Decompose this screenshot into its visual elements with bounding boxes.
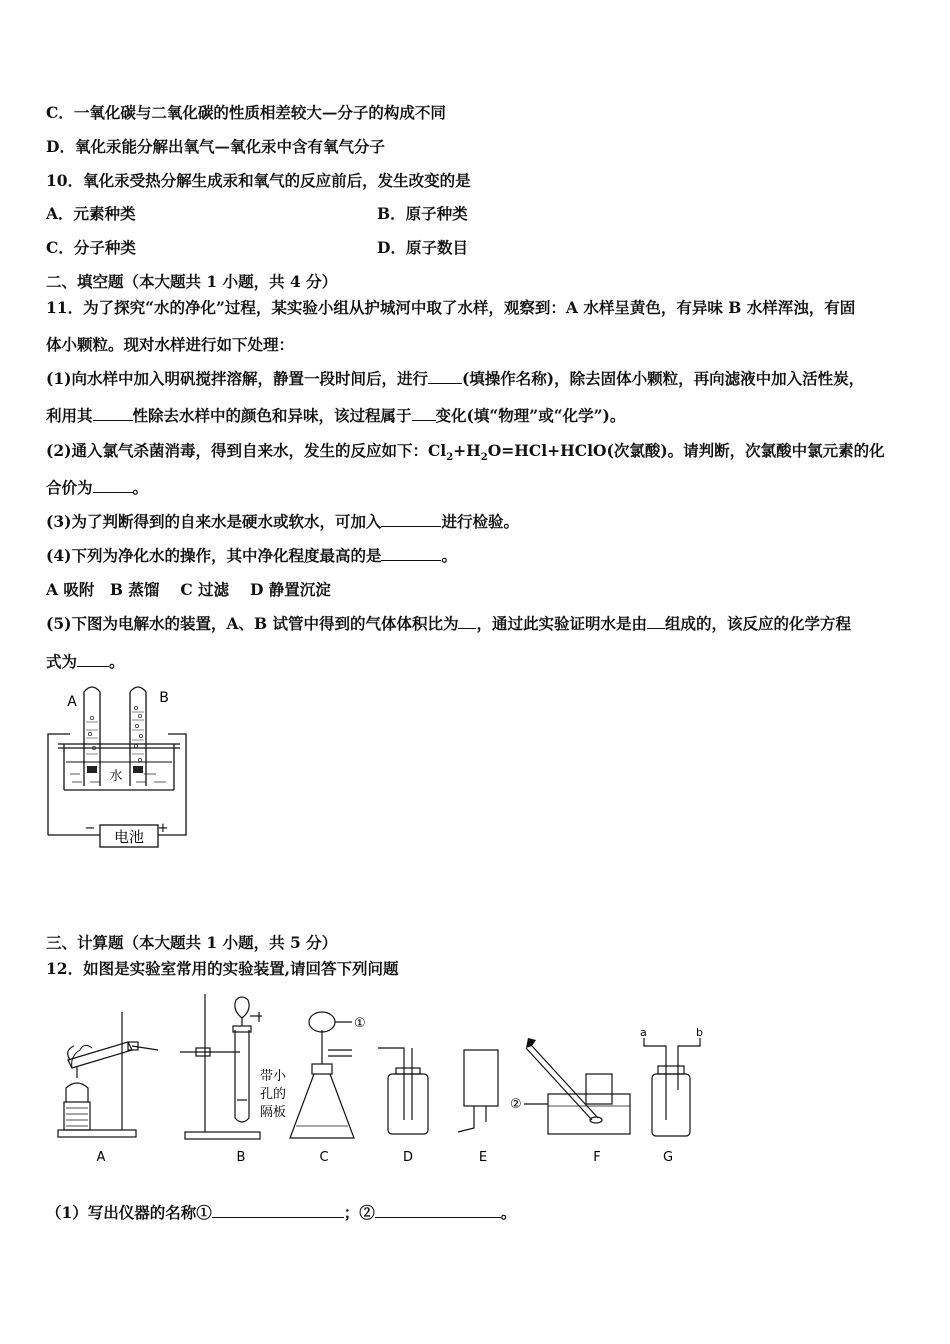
q11-part5-line2: 式为 。	[46, 652, 125, 671]
electrode-positive	[133, 766, 143, 773]
q11-stem-line2: 体小颗粒。现对水样进行如下处理：	[46, 335, 295, 354]
section-2-heading: 二、填空题（本大题共 1 小题，共 4 分）	[46, 272, 338, 291]
partition-label-line2: 孔的	[260, 1087, 287, 1102]
q11-part2-line1: (2)通入氯气杀菌消毒，得到自来水，发生的反应如下：$Cl_2+H_2O=HCl+HClO$(次氯酸)。请判断，次氯酸中氯元素的化	[46, 441, 885, 464]
battery-label: 电池	[113, 828, 145, 846]
marker-1: ①	[354, 1016, 366, 1031]
apparatus-f-water-trough	[524, 1046, 630, 1134]
answer-blank-volume-ratio[interactable]	[458, 614, 476, 629]
electrode-negative	[87, 766, 97, 773]
electrolysis-apparatus-figure	[40, 682, 200, 862]
answer-blank-property[interactable]	[93, 406, 133, 421]
apparatus-label-a: A	[96, 1150, 106, 1165]
answer-blank-change-type[interactable]	[412, 406, 436, 421]
apparatus-label-g: G	[662, 1150, 674, 1165]
q11-part1-line1: (1)向水样中加入明矾搅拌溶解，静置一段时间后，进行 (填操作名称)，除去固体小颗粒，再向滤液中加入活性炭，	[46, 369, 865, 388]
answer-blank-composition[interactable]	[647, 614, 665, 629]
q9-option-c: C．一氧化碳与二氧化碳的性质相差较大—分子的构成不同	[46, 103, 446, 122]
answer-blank-reagent[interactable]	[381, 512, 441, 527]
apparatus-label-b: B	[236, 1150, 246, 1165]
apparatus-label-f: F	[593, 1150, 601, 1165]
answer-blank-equation[interactable]	[77, 652, 109, 667]
apparatus-label-c: C	[319, 1150, 329, 1165]
q10-option-c: C．分子种类	[46, 238, 136, 257]
tube-label-a: A	[67, 694, 77, 710]
q11-part4: (4)下列为净化水的操作，其中净化程度最高的是 。	[46, 546, 457, 565]
q11-part5-line1: (5)下图为电解水的装置，A、B 试管中得到的气体体积比为 ，通过此实验证明水是由 组成的，该反应的化学方程	[46, 614, 852, 633]
apparatus-d-gas-bottle	[378, 1048, 428, 1134]
partition-label-line3: 隔板	[260, 1105, 287, 1120]
answer-blank-instrument-1[interactable]	[212, 1203, 344, 1218]
q11-part2-line2: 合价为 。	[46, 478, 149, 497]
apparatus-a-wood-block	[66, 1108, 88, 1126]
q12-part1: （1）写出仪器的名称① ；② 。	[46, 1203, 517, 1222]
answer-blank-instrument-2[interactable]	[375, 1203, 501, 1218]
apparatus-a-heating-tube	[58, 1012, 158, 1137]
q10-option-b: B．原子种类	[377, 204, 468, 223]
apparatus-b-separatory-funnel	[180, 994, 262, 1139]
lab-apparatus-figure	[40, 990, 720, 1170]
partition-label-line1: 带小	[260, 1069, 287, 1084]
q10-option-a: A．元素种类	[46, 204, 136, 223]
apparatus-g-wash-bottle	[644, 1038, 700, 1136]
q11-part1-line2: 利用其 性除去水样中的颜色和异味，该过程属于 变化(填“物理”或“化学”)。	[46, 406, 626, 425]
answer-blank-operation[interactable]	[428, 369, 462, 384]
answer-blank-best-method[interactable]	[381, 546, 441, 561]
tube-label-b: B	[159, 690, 169, 706]
battery-negative-sign: −	[84, 821, 96, 836]
q11-stem-line1: 11．为了探究“水的净化”过程，某实验小组从护城河中取了水样，观察到：A 水样呈黄色，有异味 B 水样浑浊，有固	[46, 298, 856, 317]
marker-2: ②	[510, 1097, 522, 1112]
q11-part3: (3)为了判断得到的自来水是硬水或软水，可加入 进行检验。	[46, 512, 519, 531]
port-label-b: b	[696, 1026, 703, 1039]
apparatus-c-conical-flask	[290, 1012, 354, 1138]
answer-blank-valence[interactable]	[93, 478, 133, 493]
battery-positive-sign: +	[157, 821, 169, 836]
q12-stem: 12．如图是实验室常用的实验装置,请回答下列问题	[46, 959, 399, 978]
apparatus-label-d: D	[402, 1150, 414, 1165]
q9-option-d: D．氧化汞能分解出氧气—氧化汞中含有氧气分子	[46, 137, 385, 156]
port-label-a: a	[640, 1026, 647, 1039]
gas-bubbles	[88, 706, 142, 761]
apparatus-e-gas-collector	[458, 1050, 498, 1132]
q11-part4-options: A 吸附 B 蒸馏 C 过滤 D 静置沉淀	[46, 580, 331, 599]
q10-option-d: D．原子数目	[377, 238, 468, 257]
section-3-heading: 三、计算题（本大题共 1 小题，共 5 分）	[46, 933, 338, 952]
q10-stem: 10．氧化汞受热分解生成汞和氧气的反应前后，发生改变的是	[46, 171, 471, 190]
circuit-wires	[48, 734, 186, 835]
water-label: 水	[109, 769, 123, 784]
rubber-tube-icon	[526, 1038, 536, 1048]
apparatus-label-e: E	[478, 1150, 488, 1165]
